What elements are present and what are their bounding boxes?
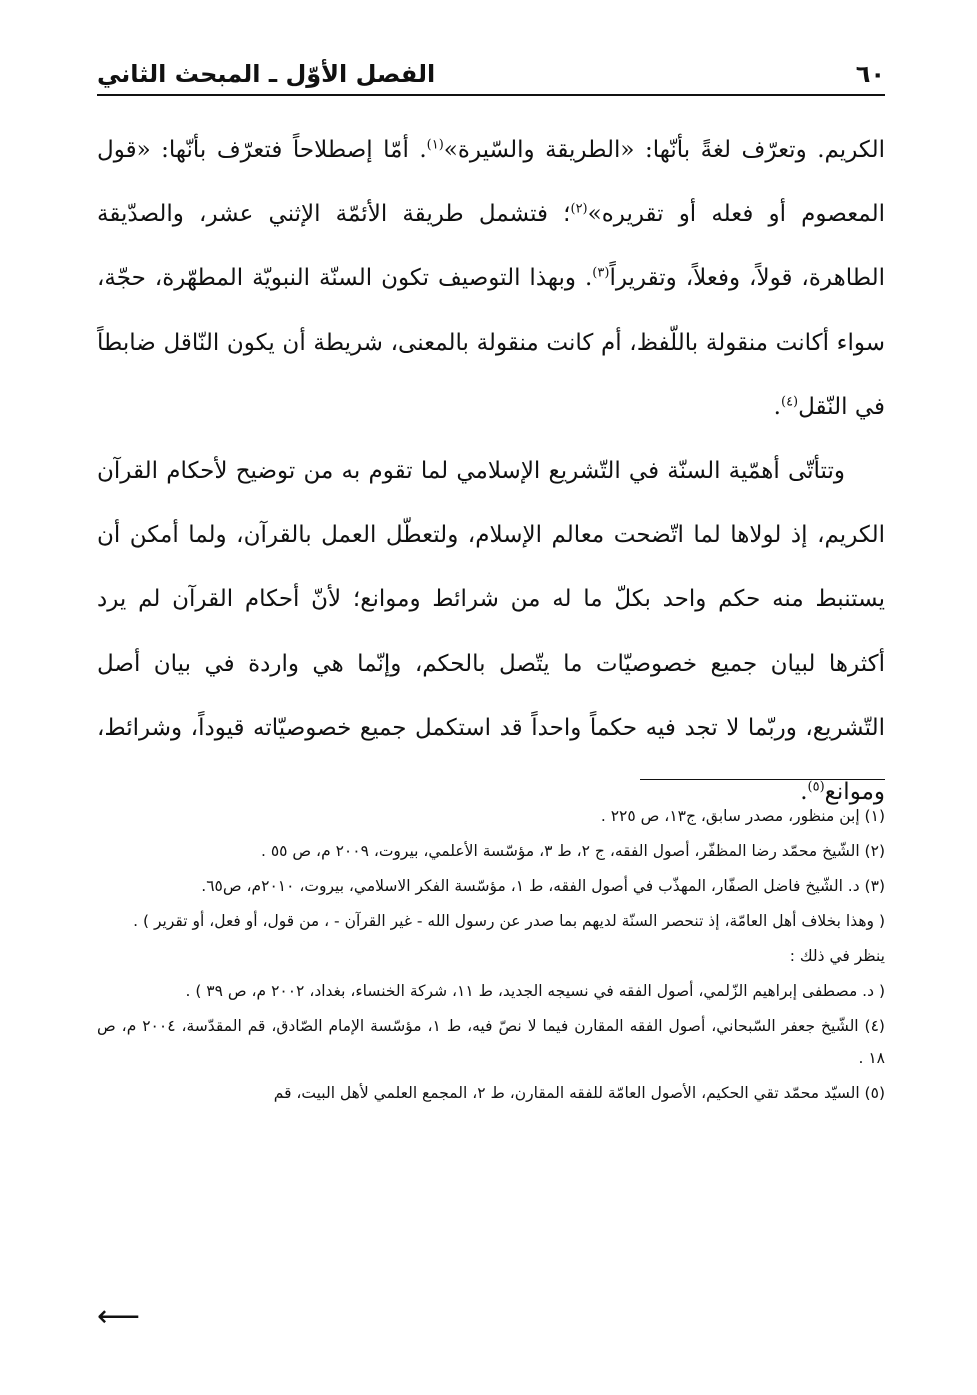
footnote-ref-3: (٣) xyxy=(592,265,610,281)
footnote-ref-2: (٢) xyxy=(570,201,588,217)
header-rule xyxy=(97,94,885,96)
text-run: . xyxy=(773,393,781,420)
text-run: . xyxy=(800,779,808,806)
footnote-ref-4: (٤) xyxy=(780,394,799,410)
header-title: الفصل الأوّل ـ المبحث الثاني xyxy=(97,60,436,88)
footnote-2: (٢) الشّيخ محمّد رضا المظفّر، أصول الفقه، ج ٢، ط ٣، مؤسّسة الأعلمي، بيروت، ٢٠٠٩ م، ص ٥٥ . xyxy=(260,842,885,860)
continue-arrow-icon: ⟵ xyxy=(97,1299,141,1334)
footnote-3-note: ( وهذا بخلاف أهل العامّة، إذ تنحصر السنّة لديهم بما صدر عن رسول الله - غير القرآن - ، من قول، أو فعل، أو تقرير ) . xyxy=(133,912,885,930)
footnote-3-source: ( د. مصطفى إبراهيم الزّلمي، أصول الفقه في نسيجه الجديد، ط ١١، شركة الخنساء، بغداد، ٢٠٠٢ م، ص ٣٩ ) . xyxy=(185,982,885,1000)
footnote-3-see: ينظر في ذلك : xyxy=(789,947,885,965)
text-run: الكريم. وتعرّف لغةً بأنّها: «الطريقة والسّيرة» xyxy=(443,137,886,163)
text-run: ؛ فتشمل طريقة الأئمّة الإثني عشر، والصدّيقة الطاهرة، قولاً، وفعلاً، وتقريراً xyxy=(97,201,885,292)
paragraph-2 xyxy=(97,439,885,824)
footnote-3: (٣) د. الشّيخ فاضل الصفّار، المهذّب في أصول الفقه، ط ١، مؤسّسة الفكر الاسلامي، بيروت، ٢٠١٠م، ص٦٥. xyxy=(201,877,885,895)
page-header xyxy=(97,50,885,92)
text-run: وتتأتّى أهمّية السنّة في التّشريع الإسلامي لما تقوم به من توضيح لأحكام القرآن الكريم، إذ لولاها لما اتّضحت معالم الإسلام، ولتعطّل العمل بالقرآن، ولما أمكن أن يستنبط منه حكم واحد بكلّ ما له من شرائط وموانع؛ لأنّ أحكام القرآن لم يرد أكثرها لبيان جميع خصوصيّات ما يتّصل بالحكم، وإنّما هي واردة في بيان أصل التّشريع، وربّما لا تجد فيه حكماً واحداً قد استكمل جميع خصوصيّاته قيوداً، وشرائط، وموانع xyxy=(97,458,885,806)
footnote-4: (٤) الشّيخ جعفر السّبحاني، أصول الفقه المقارن فيما لا نصّ فيه، ط ١، مؤسّسة الإمام الصّادق، قم المقدّسة، ٢٠٠٤ م، ص ١٨ . xyxy=(97,1017,885,1067)
text-run: . أمّا إصطلاحاً فتعرّف بأنّها: «قول المعصوم أو فعله أو تقريره» xyxy=(97,137,886,228)
paragraph-1 xyxy=(97,118,885,439)
text-run: . وبهذا التوصيف تكون السنّة النبويّة المطهّرة، حجّة، سواء أكانت منقولة باللّفظ، أم كانت منقولة بالمعنى، شريطة أن يكون النّاقل ضابطاً في النّقل xyxy=(97,265,885,420)
footnote-1: (١) إبن منظور، مصدر سابق، ج١٣، ص ٢٢٥ . xyxy=(600,807,885,825)
main-text xyxy=(97,118,885,824)
footnote-separator xyxy=(640,779,885,780)
footnotes xyxy=(97,800,885,1112)
footnote-ref-5: (٥) xyxy=(807,779,825,795)
footnote-ref-1: (١) xyxy=(426,137,444,153)
footnote-5: (٥) السيّد محمّد تقي الحكيم، الأصول العامّة للفقه المقارن، ط ٢، المجمع العلمي لأهل البيت، قم xyxy=(273,1084,885,1102)
page-number: ٦٠ xyxy=(855,60,885,88)
